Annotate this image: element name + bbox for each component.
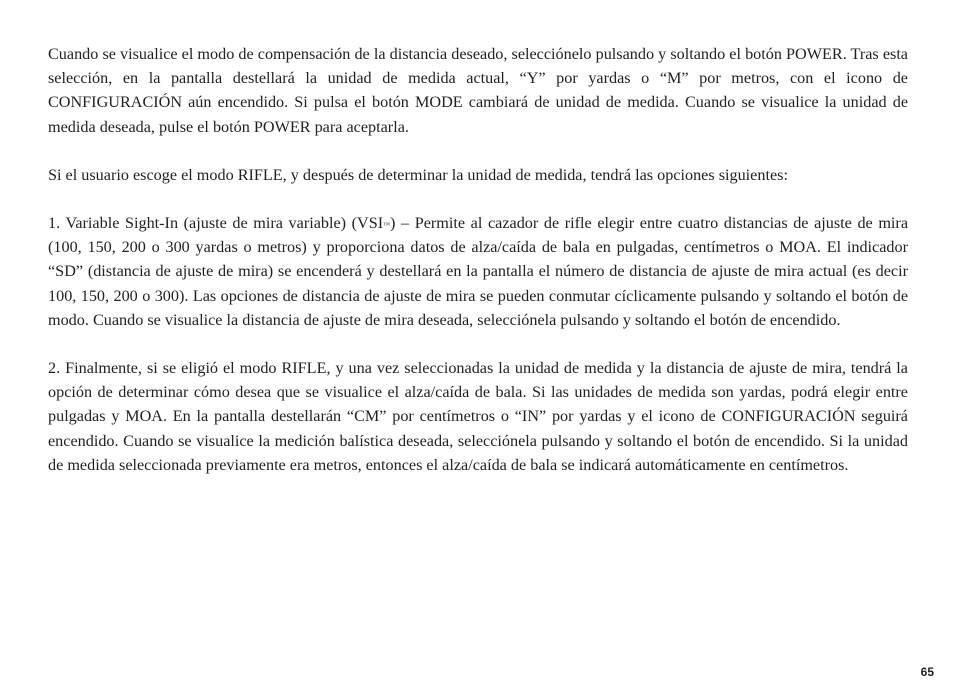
paragraph-ballistic-display: 2. Finalmente, si se eligió el modo RIFLE, y una vez seleccionadas la unidad de medida y la distancia de ajuste de mira, tendrá la opción de determinar cómo desea que se visualice el alza/caída de bala. Si las unidades de medida son yardas, podrá elegir entre pulgadas y MOA. En la pantalla destellarán “CM” por centímetros o “IN” por yardas y el icono de CONFIGURACIÓN seguirá encendido. Cuando se visualice la medición balística deseada, selecciónela pulsando y soltando el botón de encendido. Si la unidad de medida seleccionada previamente era metros, entonces el alza/caída de bala se indicará automáticamente en centímetros. — [48, 359, 908, 474]
paragraph-distance-compensation: Cuando se visualice el modo de compensación de la distancia deseado, selecciónelo pulsando y soltando el botón POWER. Tras esta selección, en la pantalla destellará la unidad de medida actual, “Y” por yardas o “M” por metros, con el icono de CONFIGURACIÓN aún encendido. Si pulsa el botón MODE cambiará de unidad de medida. Cuando se visualice la unidad de medida deseada, pulse el botón POWER para aceptarla. — [48, 45, 908, 136]
page-number: 65 — [920, 665, 934, 679]
page-body — [48, 42, 908, 501]
vsi-text-rest: ) – Permite al cazador de rifle elegir entre cuatro distancias de ajuste de mira (100, 150, 200 o 300 yardas o metros) y proporciona datos de alza/caída de bala en pulgadas, centímetros o MOA. El indicador “SD” (distancia de ajuste de mira) se encenderá y destellará en la pantalla el número de distancia de ajuste de mira actual (es decir 100, 150, 200 o 300). Las opciones de distancia de ajuste de mira se pueden conmutar cíclicamente pulsando y soltando el botón de modo. Cuando se visualice la distancia de ajuste de mira deseada, selecciónela pulsando y soltando el botón de encendido. — [48, 214, 909, 329]
paragraph-rifle-mode-options: Si el usuario escoge el modo RIFLE, y después de determinar la unidad de medida, tendrá las opciones siguientes: — [48, 165, 788, 184]
trademark-symbol: ™ — [383, 221, 391, 230]
paragraph-variable-sight-in — [48, 211, 908, 332]
vsi-text-start: 1. Variable Sight-In (ajuste de mira variable) (VSI — [48, 214, 384, 233]
